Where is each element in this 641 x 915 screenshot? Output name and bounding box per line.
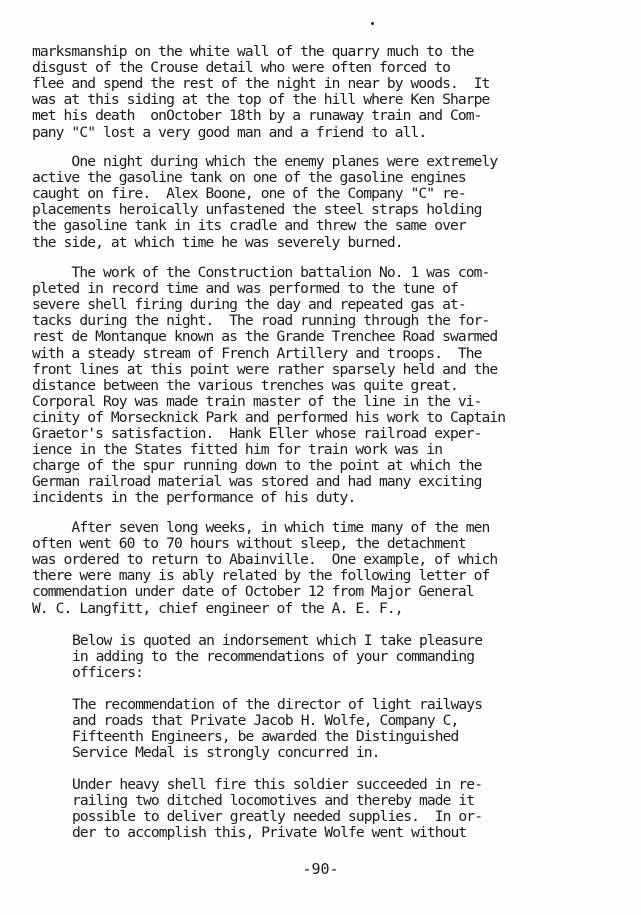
text-line: placements heroically unfastened the steel straps holding <box>32 201 482 219</box>
text-line: was at this siding at the top of the hill where Ken Sharpe <box>32 91 490 109</box>
text-line: One night during which the enemy planes were extremely <box>32 153 498 170</box>
text-line: met his death onOctober 18th by a runaway train and Com- <box>32 107 482 125</box>
text-line: Corporal Roy was made train master of the line in the vi- <box>32 392 482 410</box>
text-line: Fifteenth Engineers, be awarded the Distinguished <box>72 728 459 746</box>
text-line: pany "C" lost a very good man and a friend to all. <box>32 123 427 141</box>
text-line: active the gasoline tank on one of the gasoline engines <box>32 169 466 187</box>
text-line: The recommendation of the director of light railways <box>72 696 483 713</box>
text-line: often went 60 to 70 hours without sleep, the detachment <box>32 535 466 553</box>
text-line: cinity of Morsecknick Park and performed his work to Captain <box>32 408 506 426</box>
text-line: tacks during the night. The road running through the for- <box>32 312 490 330</box>
text-line: flee and spend the rest of the night in near by woods. It <box>32 75 490 93</box>
text-line: incidents in the performance of his duty. <box>32 489 356 507</box>
text-line: the gasoline tank in its cradle and threw the same over <box>32 217 466 235</box>
text-line: there were many is ably related by the following letter of <box>32 567 490 585</box>
text-line: caught on fire. Alex Boone, one of the Company "C" re- <box>32 185 466 203</box>
text-line: with a steady stream of French Artillery and troops. The <box>32 344 482 362</box>
text-line: der to accomplish this, Private Wolfe went without <box>72 824 467 842</box>
text-line: and roads that Private Jacob H. Wolfe, Company C, <box>72 712 459 730</box>
text-line: ience in the States fitted him for train work was in <box>32 441 443 459</box>
text-line: severe shell firing during the day and repeated gas at- <box>32 296 466 314</box>
text-line: rest de Montanque known as the Grande Trenchee Road swarmed <box>32 328 498 346</box>
text-line: officers: <box>72 664 143 682</box>
text-line: was ordered to return to Abainville. One example, of which <box>32 551 498 569</box>
text-line: Under heavy shell fire this soldier succeeded in re- <box>72 776 483 793</box>
text-line: distance between the various trenches was quite great. <box>32 376 458 394</box>
text-line: W. C. Langfitt, chief engineer of the A. E. F., <box>32 599 403 617</box>
text-line: Service Medal is strongly concurred in. <box>72 744 380 762</box>
text-line: marksmanship on the white wall of the quarry much to the <box>32 43 474 60</box>
text-line: in adding to the recommendations of your commanding <box>72 648 475 666</box>
text-line: commendation under date of October 12 from Major General <box>32 583 474 601</box>
ink-speck <box>371 22 374 25</box>
text-line: front lines at this point were rather sparsely held and the <box>32 360 498 378</box>
text-line: Graetor's satisfaction. Hank Eller whose railroad exper- <box>32 425 482 442</box>
text-line: After seven long weeks, in which time many of the men <box>32 519 490 536</box>
text-line: charge of the spur running down to the point at which the <box>32 457 482 475</box>
text-line: pleted in record time and was performed to the tune of <box>32 280 458 298</box>
text-line: German railroad material was stored and had many exciting <box>32 473 482 491</box>
text-line: disgust of the Crouse detail who were often forced to <box>32 59 450 77</box>
text-line: The work of the Construction battalion No. 1 was com- <box>32 264 490 281</box>
text-line: possible to deliver greatly needed supplies. In or- <box>72 808 483 826</box>
page-number: -90- <box>302 860 339 878</box>
text-line: railing two ditched locomotives and thereby made it <box>72 792 475 810</box>
text-line: Below is quoted an indorsement which I take pleasure <box>72 632 483 649</box>
text-line: the side, at which time he was severely burned. <box>32 233 403 251</box>
